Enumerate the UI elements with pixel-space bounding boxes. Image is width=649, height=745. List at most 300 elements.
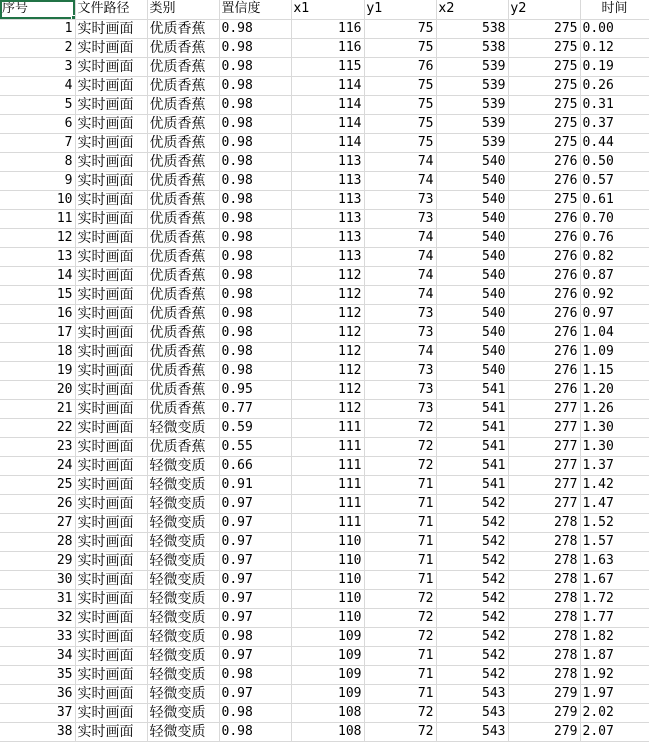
cell-time[interactable]: 0.00 — [580, 19, 649, 38]
cell-file-path[interactable]: 实时画面 — [75, 133, 147, 152]
cell-file-path[interactable]: 实时画面 — [75, 665, 147, 684]
cell-time[interactable]: 0.97 — [580, 304, 649, 323]
cell-index[interactable]: 1 — [0, 19, 75, 38]
cell-x1[interactable]: 112 — [291, 323, 364, 342]
cell-y2[interactable]: 279 — [508, 684, 580, 703]
cell-y1[interactable]: 73 — [364, 323, 436, 342]
cell-file-path[interactable]: 实时画面 — [75, 494, 147, 513]
cell-x2[interactable]: 541 — [436, 475, 508, 494]
cell-file-path[interactable]: 实时画面 — [75, 342, 147, 361]
cell-category[interactable]: 优质香蕉 — [147, 323, 219, 342]
header-cell-x2[interactable]: x2 — [436, 0, 508, 19]
cell-category[interactable]: 优质香蕉 — [147, 114, 219, 133]
cell-category[interactable]: 优质香蕉 — [147, 19, 219, 38]
cell-time[interactable]: 1.97 — [580, 684, 649, 703]
cell-confidence[interactable]: 0.98 — [219, 209, 291, 228]
cell-y2[interactable]: 278 — [508, 589, 580, 608]
cell-time[interactable]: 0.82 — [580, 247, 649, 266]
cell-file-path[interactable]: 实时画面 — [75, 513, 147, 532]
cell-time[interactable]: 0.87 — [580, 266, 649, 285]
cell-time[interactable]: 1.15 — [580, 361, 649, 380]
cell-y1[interactable]: 71 — [364, 551, 436, 570]
cell-confidence[interactable]: 0.98 — [219, 95, 291, 114]
cell-index[interactable]: 4 — [0, 76, 75, 95]
cell-confidence[interactable]: 0.97 — [219, 532, 291, 551]
cell-y2[interactable]: 275 — [508, 19, 580, 38]
cell-confidence[interactable]: 0.97 — [219, 684, 291, 703]
cell-time[interactable]: 1.30 — [580, 437, 649, 456]
cell-x1[interactable]: 114 — [291, 133, 364, 152]
cell-confidence[interactable]: 0.98 — [219, 57, 291, 76]
cell-x2[interactable]: 542 — [436, 532, 508, 551]
cell-y2[interactable]: 276 — [508, 247, 580, 266]
cell-time[interactable]: 0.61 — [580, 190, 649, 209]
cell-file-path[interactable]: 实时画面 — [75, 190, 147, 209]
cell-category[interactable]: 轻微变质 — [147, 646, 219, 665]
cell-file-path[interactable]: 实时画面 — [75, 722, 147, 741]
cell-confidence[interactable]: 0.98 — [219, 304, 291, 323]
cell-x2[interactable]: 541 — [436, 399, 508, 418]
cell-x2[interactable]: 539 — [436, 133, 508, 152]
cell-file-path[interactable]: 实时画面 — [75, 38, 147, 57]
cell-category[interactable]: 轻微变质 — [147, 513, 219, 532]
cell-x2[interactable]: 541 — [436, 418, 508, 437]
header-cell-index[interactable]: 序号 — [0, 0, 75, 19]
cell-y2[interactable]: 278 — [508, 570, 580, 589]
cell-category[interactable]: 优质香蕉 — [147, 304, 219, 323]
cell-index[interactable]: 2 — [0, 38, 75, 57]
cell-confidence[interactable]: 0.98 — [219, 323, 291, 342]
cell-confidence[interactable]: 0.97 — [219, 570, 291, 589]
cell-y2[interactable]: 276 — [508, 361, 580, 380]
cell-confidence[interactable]: 0.98 — [219, 114, 291, 133]
cell-category[interactable]: 优质香蕉 — [147, 361, 219, 380]
cell-file-path[interactable]: 实时画面 — [75, 532, 147, 551]
cell-confidence[interactable]: 0.98 — [219, 247, 291, 266]
cell-index[interactable]: 21 — [0, 399, 75, 418]
cell-confidence[interactable]: 0.98 — [219, 722, 291, 741]
cell-index[interactable]: 27 — [0, 513, 75, 532]
cell-category[interactable]: 优质香蕉 — [147, 247, 219, 266]
cell-y2[interactable]: 275 — [508, 95, 580, 114]
cell-index[interactable]: 13 — [0, 247, 75, 266]
cell-confidence[interactable]: 0.98 — [219, 627, 291, 646]
header-cell-file-path[interactable]: 文件路径 — [75, 0, 147, 19]
cell-x2[interactable]: 540 — [436, 209, 508, 228]
cell-y2[interactable]: 275 — [508, 76, 580, 95]
cell-x2[interactable]: 540 — [436, 190, 508, 209]
cell-file-path[interactable]: 实时画面 — [75, 570, 147, 589]
header-cell-time[interactable]: 时间 — [580, 0, 649, 19]
cell-category[interactable]: 优质香蕉 — [147, 228, 219, 247]
cell-x2[interactable]: 542 — [436, 513, 508, 532]
cell-x1[interactable]: 112 — [291, 285, 364, 304]
cell-x1[interactable]: 111 — [291, 437, 364, 456]
cell-y2[interactable]: 277 — [508, 418, 580, 437]
cell-x2[interactable]: 541 — [436, 437, 508, 456]
cell-file-path[interactable]: 实时画面 — [75, 361, 147, 380]
cell-x1[interactable]: 108 — [291, 722, 364, 741]
cell-x2[interactable]: 542 — [436, 551, 508, 570]
cell-y2[interactable]: 277 — [508, 494, 580, 513]
cell-x1[interactable]: 114 — [291, 76, 364, 95]
cell-index[interactable]: 36 — [0, 684, 75, 703]
cell-time[interactable]: 0.44 — [580, 133, 649, 152]
cell-x1[interactable]: 110 — [291, 589, 364, 608]
cell-x2[interactable]: 540 — [436, 152, 508, 171]
cell-y2[interactable]: 275 — [508, 57, 580, 76]
cell-y1[interactable]: 75 — [364, 19, 436, 38]
cell-y2[interactable]: 275 — [508, 190, 580, 209]
cell-index[interactable]: 14 — [0, 266, 75, 285]
cell-x1[interactable]: 116 — [291, 19, 364, 38]
cell-x1[interactable]: 112 — [291, 399, 364, 418]
cell-file-path[interactable]: 实时画面 — [75, 19, 147, 38]
cell-index[interactable]: 33 — [0, 627, 75, 646]
cell-category[interactable]: 轻微变质 — [147, 627, 219, 646]
cell-index[interactable]: 35 — [0, 665, 75, 684]
cell-y1[interactable]: 71 — [364, 646, 436, 665]
cell-time[interactable]: 0.19 — [580, 57, 649, 76]
cell-time[interactable]: 1.04 — [580, 323, 649, 342]
cell-confidence[interactable]: 0.77 — [219, 399, 291, 418]
cell-time[interactable]: 1.67 — [580, 570, 649, 589]
cell-y1[interactable]: 72 — [364, 627, 436, 646]
cell-x2[interactable]: 540 — [436, 304, 508, 323]
cell-file-path[interactable]: 实时画面 — [75, 437, 147, 456]
cell-x2[interactable]: 540 — [436, 342, 508, 361]
cell-x1[interactable]: 109 — [291, 627, 364, 646]
cell-index[interactable]: 11 — [0, 209, 75, 228]
cell-category[interactable]: 优质香蕉 — [147, 399, 219, 418]
cell-x1[interactable]: 112 — [291, 342, 364, 361]
cell-confidence[interactable]: 0.98 — [219, 190, 291, 209]
cell-category[interactable]: 优质香蕉 — [147, 152, 219, 171]
cell-confidence[interactable]: 0.98 — [219, 76, 291, 95]
cell-x1[interactable]: 112 — [291, 304, 364, 323]
cell-time[interactable]: 1.52 — [580, 513, 649, 532]
cell-file-path[interactable]: 实时画面 — [75, 247, 147, 266]
cell-time[interactable]: 1.77 — [580, 608, 649, 627]
cell-file-path[interactable]: 实时画面 — [75, 171, 147, 190]
cell-y2[interactable]: 276 — [508, 342, 580, 361]
cell-index[interactable]: 32 — [0, 608, 75, 627]
cell-time[interactable]: 1.42 — [580, 475, 649, 494]
cell-index[interactable]: 12 — [0, 228, 75, 247]
cell-index[interactable]: 7 — [0, 133, 75, 152]
cell-x1[interactable]: 114 — [291, 114, 364, 133]
cell-time[interactable]: 1.26 — [580, 399, 649, 418]
cell-x1[interactable]: 111 — [291, 456, 364, 475]
cell-file-path[interactable]: 实时画面 — [75, 209, 147, 228]
cell-confidence[interactable]: 0.98 — [219, 133, 291, 152]
cell-y2[interactable]: 276 — [508, 285, 580, 304]
cell-index[interactable]: 5 — [0, 95, 75, 114]
cell-x2[interactable]: 541 — [436, 456, 508, 475]
cell-x2[interactable]: 540 — [436, 266, 508, 285]
cell-time[interactable]: 0.70 — [580, 209, 649, 228]
cell-x2[interactable]: 542 — [436, 627, 508, 646]
cell-x2[interactable]: 542 — [436, 494, 508, 513]
cell-y1[interactable]: 73 — [364, 190, 436, 209]
cell-x1[interactable]: 113 — [291, 228, 364, 247]
cell-x2[interactable]: 540 — [436, 228, 508, 247]
cell-y1[interactable]: 72 — [364, 608, 436, 627]
cell-file-path[interactable]: 实时画面 — [75, 95, 147, 114]
cell-index[interactable]: 20 — [0, 380, 75, 399]
cell-x1[interactable]: 111 — [291, 513, 364, 532]
cell-confidence[interactable]: 0.55 — [219, 437, 291, 456]
cell-category[interactable]: 优质香蕉 — [147, 38, 219, 57]
cell-y1[interactable]: 71 — [364, 513, 436, 532]
cell-file-path[interactable]: 实时画面 — [75, 304, 147, 323]
cell-confidence[interactable]: 0.98 — [219, 38, 291, 57]
cell-confidence[interactable]: 0.98 — [219, 342, 291, 361]
cell-confidence[interactable]: 0.66 — [219, 456, 291, 475]
cell-y1[interactable]: 72 — [364, 589, 436, 608]
cell-y1[interactable]: 72 — [364, 722, 436, 741]
cell-y2[interactable]: 277 — [508, 456, 580, 475]
cell-y1[interactable]: 74 — [364, 266, 436, 285]
cell-file-path[interactable]: 实时画面 — [75, 703, 147, 722]
cell-file-path[interactable]: 实时画面 — [75, 589, 147, 608]
cell-time[interactable]: 0.57 — [580, 171, 649, 190]
cell-y1[interactable]: 71 — [364, 475, 436, 494]
cell-file-path[interactable]: 实时画面 — [75, 266, 147, 285]
cell-index[interactable]: 3 — [0, 57, 75, 76]
cell-index[interactable]: 38 — [0, 722, 75, 741]
cell-y1[interactable]: 75 — [364, 95, 436, 114]
cell-confidence[interactable]: 0.59 — [219, 418, 291, 437]
cell-y1[interactable]: 71 — [364, 494, 436, 513]
header-cell-x1[interactable]: x1 — [291, 0, 364, 19]
cell-y1[interactable]: 74 — [364, 342, 436, 361]
cell-category[interactable]: 轻微变质 — [147, 608, 219, 627]
cell-x2[interactable]: 540 — [436, 323, 508, 342]
cell-index[interactable]: 25 — [0, 475, 75, 494]
cell-y2[interactable]: 277 — [508, 437, 580, 456]
cell-confidence[interactable]: 0.98 — [219, 361, 291, 380]
cell-x2[interactable]: 540 — [436, 285, 508, 304]
cell-y2[interactable]: 275 — [508, 38, 580, 57]
cell-category[interactable]: 轻微变质 — [147, 551, 219, 570]
cell-confidence[interactable]: 0.91 — [219, 475, 291, 494]
cell-category[interactable]: 优质香蕉 — [147, 342, 219, 361]
cell-x1[interactable]: 113 — [291, 171, 364, 190]
cell-confidence[interactable]: 0.97 — [219, 551, 291, 570]
cell-x1[interactable]: 112 — [291, 266, 364, 285]
cell-category[interactable]: 轻微变质 — [147, 532, 219, 551]
cell-time[interactable]: 0.31 — [580, 95, 649, 114]
cell-index[interactable]: 17 — [0, 323, 75, 342]
cell-category[interactable]: 优质香蕉 — [147, 266, 219, 285]
cell-x1[interactable]: 109 — [291, 646, 364, 665]
cell-index[interactable]: 37 — [0, 703, 75, 722]
cell-y2[interactable]: 276 — [508, 380, 580, 399]
cell-time[interactable]: 0.92 — [580, 285, 649, 304]
cell-y1[interactable]: 74 — [364, 152, 436, 171]
cell-file-path[interactable]: 实时画面 — [75, 57, 147, 76]
cell-x2[interactable]: 542 — [436, 570, 508, 589]
cell-y2[interactable]: 277 — [508, 399, 580, 418]
cell-file-path[interactable]: 实时画面 — [75, 399, 147, 418]
cell-y2[interactable]: 275 — [508, 114, 580, 133]
cell-x1[interactable]: 110 — [291, 570, 364, 589]
cell-index[interactable]: 29 — [0, 551, 75, 570]
cell-x2[interactable]: 540 — [436, 171, 508, 190]
cell-y1[interactable]: 74 — [364, 228, 436, 247]
header-cell-confidence[interactable]: 置信度 — [219, 0, 291, 19]
cell-x2[interactable]: 539 — [436, 95, 508, 114]
cell-category[interactable]: 轻微变质 — [147, 494, 219, 513]
cell-time[interactable]: 1.72 — [580, 589, 649, 608]
cell-y2[interactable]: 276 — [508, 209, 580, 228]
cell-y1[interactable]: 71 — [364, 570, 436, 589]
cell-category[interactable]: 优质香蕉 — [147, 285, 219, 304]
cell-y1[interactable]: 71 — [364, 665, 436, 684]
cell-file-path[interactable]: 实时画面 — [75, 646, 147, 665]
cell-category[interactable]: 优质香蕉 — [147, 171, 219, 190]
cell-x1[interactable]: 109 — [291, 665, 364, 684]
cell-x1[interactable]: 110 — [291, 551, 364, 570]
cell-y2[interactable]: 279 — [508, 722, 580, 741]
cell-file-path[interactable]: 实时画面 — [75, 475, 147, 494]
cell-x2[interactable]: 542 — [436, 646, 508, 665]
cell-index[interactable]: 18 — [0, 342, 75, 361]
cell-category[interactable]: 轻微变质 — [147, 456, 219, 475]
cell-x1[interactable]: 111 — [291, 494, 364, 513]
cell-y1[interactable]: 71 — [364, 684, 436, 703]
cell-index[interactable]: 22 — [0, 418, 75, 437]
cell-file-path[interactable]: 实时画面 — [75, 285, 147, 304]
cell-file-path[interactable]: 实时画面 — [75, 456, 147, 475]
cell-category[interactable]: 轻微变质 — [147, 665, 219, 684]
cell-file-path[interactable]: 实时画面 — [75, 684, 147, 703]
cell-file-path[interactable]: 实时画面 — [75, 323, 147, 342]
cell-y1[interactable]: 71 — [364, 532, 436, 551]
cell-x1[interactable]: 108 — [291, 703, 364, 722]
cell-x1[interactable]: 113 — [291, 209, 364, 228]
cell-confidence[interactable]: 0.97 — [219, 646, 291, 665]
cell-category[interactable]: 轻微变质 — [147, 684, 219, 703]
cell-x1[interactable]: 113 — [291, 247, 364, 266]
cell-x2[interactable]: 543 — [436, 684, 508, 703]
cell-index[interactable]: 16 — [0, 304, 75, 323]
cell-time[interactable]: 1.09 — [580, 342, 649, 361]
cell-y1[interactable]: 73 — [364, 209, 436, 228]
cell-y1[interactable]: 74 — [364, 285, 436, 304]
cell-x1[interactable]: 113 — [291, 152, 364, 171]
cell-time[interactable]: 1.87 — [580, 646, 649, 665]
cell-category[interactable]: 优质香蕉 — [147, 190, 219, 209]
cell-y2[interactable]: 278 — [508, 646, 580, 665]
cell-category[interactable]: 优质香蕉 — [147, 95, 219, 114]
cell-index[interactable]: 34 — [0, 646, 75, 665]
cell-category[interactable]: 轻微变质 — [147, 475, 219, 494]
cell-x1[interactable]: 110 — [291, 532, 364, 551]
cell-y1[interactable]: 75 — [364, 38, 436, 57]
cell-index[interactable]: 31 — [0, 589, 75, 608]
cell-y2[interactable]: 276 — [508, 323, 580, 342]
cell-x2[interactable]: 542 — [436, 608, 508, 627]
cell-x2[interactable]: 540 — [436, 247, 508, 266]
cell-file-path[interactable]: 实时画面 — [75, 380, 147, 399]
cell-confidence[interactable]: 0.97 — [219, 494, 291, 513]
cell-x1[interactable]: 114 — [291, 95, 364, 114]
cell-y1[interactable]: 72 — [364, 418, 436, 437]
cell-x2[interactable]: 541 — [436, 380, 508, 399]
cell-confidence[interactable]: 0.98 — [219, 266, 291, 285]
cell-y1[interactable]: 73 — [364, 361, 436, 380]
cell-x2[interactable]: 538 — [436, 19, 508, 38]
cell-y1[interactable]: 75 — [364, 114, 436, 133]
cell-file-path[interactable]: 实时画面 — [75, 114, 147, 133]
cell-file-path[interactable]: 实时画面 — [75, 627, 147, 646]
cell-y1[interactable]: 73 — [364, 399, 436, 418]
cell-index[interactable]: 10 — [0, 190, 75, 209]
cell-x2[interactable]: 539 — [436, 76, 508, 95]
cell-category[interactable]: 轻微变质 — [147, 589, 219, 608]
cell-confidence[interactable]: 0.98 — [219, 703, 291, 722]
cell-confidence[interactable]: 0.98 — [219, 19, 291, 38]
cell-y2[interactable]: 278 — [508, 608, 580, 627]
cell-category[interactable]: 优质香蕉 — [147, 133, 219, 152]
cell-x1[interactable]: 111 — [291, 475, 364, 494]
cell-time[interactable]: 1.82 — [580, 627, 649, 646]
cell-confidence[interactable]: 0.98 — [219, 665, 291, 684]
header-cell-y1[interactable]: y1 — [364, 0, 436, 19]
cell-confidence[interactable]: 0.98 — [219, 152, 291, 171]
cell-file-path[interactable]: 实时画面 — [75, 152, 147, 171]
cell-x1[interactable]: 116 — [291, 38, 364, 57]
cell-y2[interactable]: 276 — [508, 171, 580, 190]
cell-y1[interactable]: 72 — [364, 437, 436, 456]
cell-category[interactable]: 优质香蕉 — [147, 380, 219, 399]
cell-time[interactable]: 0.26 — [580, 76, 649, 95]
cell-x2[interactable]: 542 — [436, 589, 508, 608]
fill-handle[interactable] — [71, 15, 76, 20]
cell-y1[interactable]: 73 — [364, 304, 436, 323]
cell-time[interactable]: 1.57 — [580, 532, 649, 551]
cell-time[interactable]: 1.30 — [580, 418, 649, 437]
cell-x2[interactable]: 540 — [436, 361, 508, 380]
cell-y1[interactable]: 75 — [364, 133, 436, 152]
cell-y2[interactable]: 276 — [508, 266, 580, 285]
cell-file-path[interactable]: 实时画面 — [75, 228, 147, 247]
cell-index[interactable]: 24 — [0, 456, 75, 475]
cell-y2[interactable]: 279 — [508, 703, 580, 722]
cell-x2[interactable]: 539 — [436, 114, 508, 133]
cell-y2[interactable]: 278 — [508, 551, 580, 570]
cell-index[interactable]: 19 — [0, 361, 75, 380]
header-cell-category[interactable]: 类别 — [147, 0, 219, 19]
cell-category[interactable]: 轻微变质 — [147, 703, 219, 722]
cell-y1[interactable]: 72 — [364, 456, 436, 475]
cell-category[interactable]: 优质香蕉 — [147, 437, 219, 456]
cell-x2[interactable]: 539 — [436, 57, 508, 76]
cell-category[interactable]: 轻微变质 — [147, 570, 219, 589]
cell-x2[interactable]: 543 — [436, 722, 508, 741]
cell-index[interactable]: 8 — [0, 152, 75, 171]
cell-index[interactable]: 26 — [0, 494, 75, 513]
cell-x1[interactable]: 113 — [291, 190, 364, 209]
cell-x1[interactable]: 115 — [291, 57, 364, 76]
cell-category[interactable]: 轻微变质 — [147, 722, 219, 741]
cell-x2[interactable]: 543 — [436, 703, 508, 722]
cell-category[interactable]: 优质香蕉 — [147, 76, 219, 95]
cell-time[interactable]: 1.20 — [580, 380, 649, 399]
cell-y1[interactable]: 76 — [364, 57, 436, 76]
